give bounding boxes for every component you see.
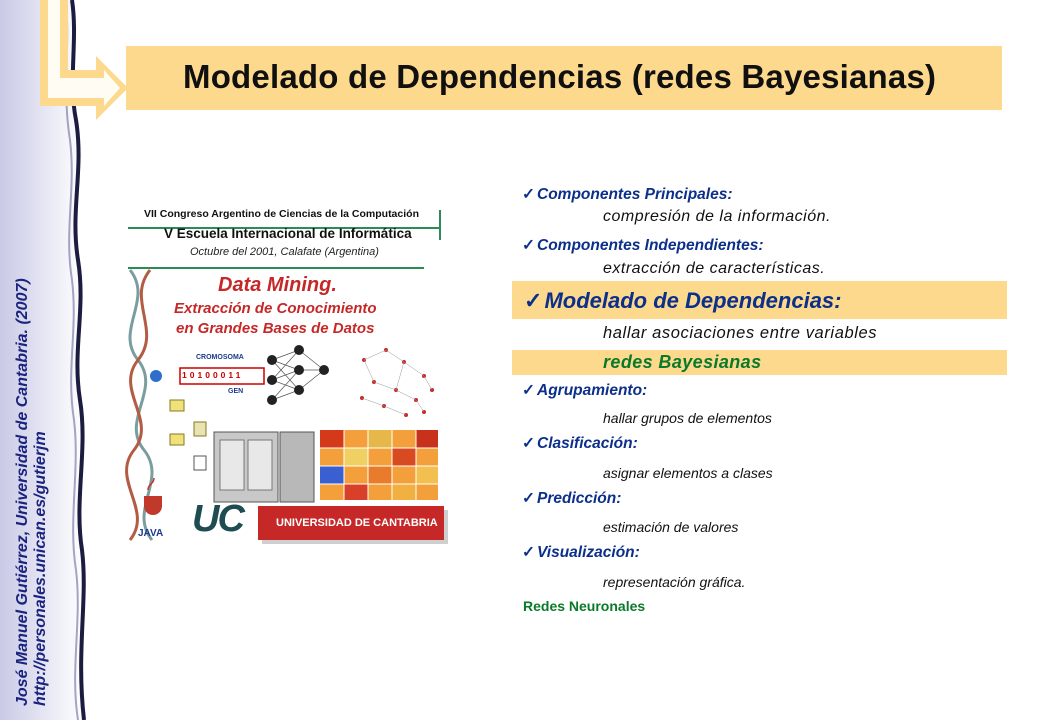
- list-item-componentes-independientes: [522, 236, 764, 255]
- gen-bit: 1: [197, 370, 206, 380]
- item-highlight-redes-bayesianas: redes Bayesianas: [603, 352, 762, 372]
- item-description: estimación de valores: [603, 519, 739, 535]
- list-item-agrupamiento: [522, 381, 647, 400]
- list-item-modelado-dependencias: [524, 288, 842, 314]
- gen-bit: 0: [220, 370, 229, 380]
- list-item-visualizacion: [522, 543, 640, 562]
- item-label: Modelado de Dependencias:: [544, 288, 842, 313]
- poster-congress: VII Congreso Argentino de Ciencias de la Computación: [144, 208, 419, 220]
- footer-redes-neuronales: Redes Neuronales: [523, 598, 646, 614]
- list-item-componentes-principales: [522, 185, 733, 204]
- item-label: Clasificación:: [537, 435, 638, 452]
- check-icon: ✓: [522, 382, 535, 399]
- author-url: http://personales.unican.es/gutierjm: [32, 431, 49, 706]
- check-icon: ✓: [524, 288, 543, 313]
- poster-school: V Escuela Internacional de Informática: [164, 226, 412, 241]
- author-line: José Manuel Gutiérrez, Universidad de Cantabria. (2007): [14, 278, 31, 706]
- page-title: Modelado de Dependencias (redes Bayesianas): [183, 58, 937, 95]
- item-label: Componentes Independientes:: [537, 237, 764, 254]
- gen-bit: 0: [205, 370, 213, 380]
- item-description: asignar elementos a clases: [603, 465, 773, 481]
- item-label: Agrupamiento:: [537, 382, 648, 399]
- poster-uc-logo: UC: [192, 498, 243, 540]
- poster-gen-bits: [182, 370, 243, 380]
- item-description: hallar grupos de elementos: [603, 410, 772, 426]
- check-icon: ✓: [522, 490, 535, 507]
- item-description: hallar asociaciones entre variables: [603, 324, 878, 342]
- gen-bit: 1: [228, 370, 236, 380]
- item-label: Componentes Principales:: [537, 186, 733, 203]
- poster-java-label: JAVA: [138, 528, 164, 539]
- gen-bit: 1: [182, 370, 190, 380]
- item-description: extracción de características.: [603, 260, 826, 277]
- gen-bit: 0: [212, 370, 221, 380]
- item-label: Visualización:: [537, 544, 640, 561]
- gen-bit: 1: [235, 370, 244, 380]
- poster-cromosoma-label: CROMOSOMA: [196, 354, 244, 361]
- congress-poster: [124, 200, 454, 550]
- poster-university-name: UNIVERSIDAD DE CANTABRIA: [276, 517, 438, 529]
- l-arrow-icon: [30, 0, 140, 120]
- check-icon: ✓: [522, 544, 535, 561]
- gen-bit: 0: [189, 370, 198, 380]
- item-label: Predicción:: [537, 490, 622, 507]
- poster-heading-1: Data Mining.: [218, 274, 337, 296]
- check-icon: ✓: [522, 186, 535, 203]
- list-item-prediccion: [522, 489, 621, 508]
- item-description: compresión de la información.: [603, 208, 831, 225]
- poster-heading-2: Extracción de Conocimiento: [174, 300, 377, 317]
- check-icon: ✓: [522, 435, 535, 452]
- poster-date-place: Octubre del 2001, Calafate (Argentina): [190, 246, 379, 258]
- item-description: representación gráfica.: [603, 574, 746, 590]
- list-item-clasificacion: [522, 434, 638, 453]
- check-icon: ✓: [522, 237, 535, 254]
- poster-gen-label: GEN: [228, 388, 244, 395]
- poster-heading-3: en Grandes Bases de Datos: [176, 320, 375, 337]
